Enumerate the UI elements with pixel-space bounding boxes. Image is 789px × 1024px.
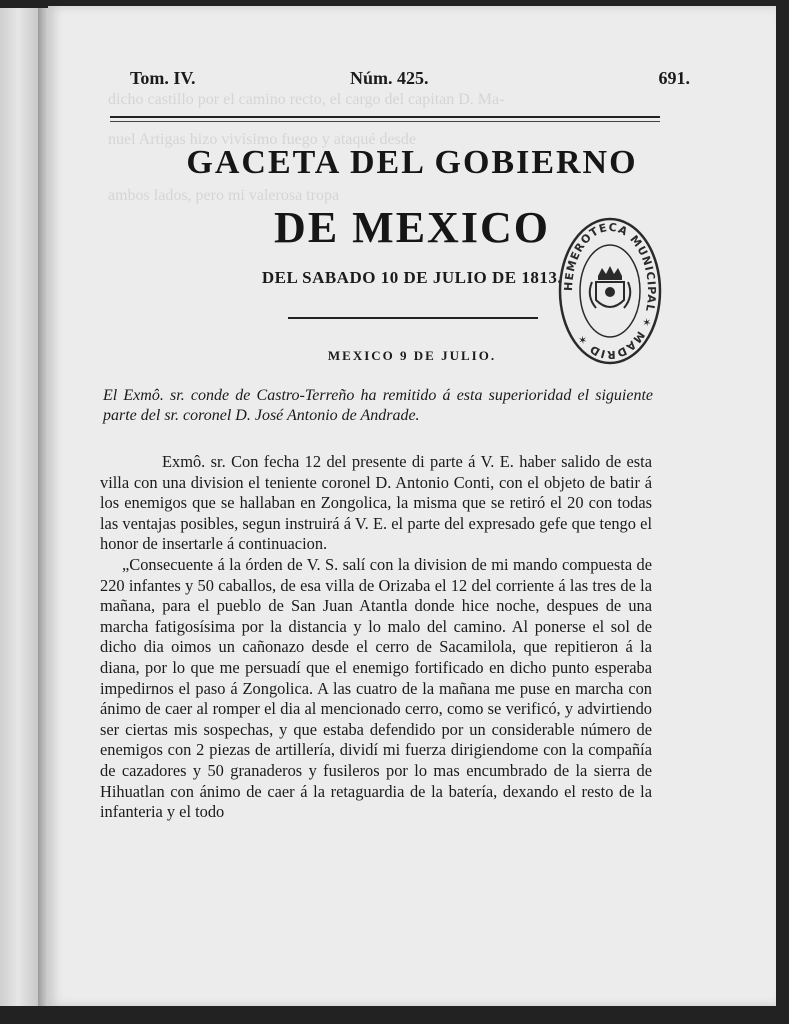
intro-paragraph (103, 386, 653, 426)
masthead-title-line1: GACETA DEL GOBIERNO (186, 144, 638, 181)
bleed-through-line: dicho castillo por el camino recto, el cargo del capitan D. Ma- (108, 91, 505, 108)
header-rule (110, 116, 660, 118)
volume-label: Tom. IV. (130, 68, 196, 88)
stamp-seal-icon (558, 216, 662, 366)
bleed-through-line: ambos lados, pero mi valerosa tropa (108, 187, 340, 204)
masthead-title-line2: DE MEXICO (274, 203, 550, 252)
newspaper-page (48, 6, 776, 1006)
article-body (100, 452, 652, 823)
page-number: 691. (658, 68, 690, 88)
issue-date: DEL SABADO 10 DE JULIO DE 1813. (261, 268, 563, 287)
issue-number: Núm. 425. (350, 68, 429, 88)
page-header (130, 68, 690, 94)
library-stamp (558, 216, 662, 366)
section-heading: MEXICO 9 DE JULIO. (327, 348, 497, 363)
masthead-rule (288, 317, 538, 319)
article-paragraph: „Consecuente á la órden de V. S. salí con la division de mi mando compuesta de 220 infantes y 50 caballos, de esa villa de Orizaba el 12 del corriente á las tres de la mañana, para el pueblo de San Juan Atantla donde hice noche, despues de una marcha fatigosísima por la distancia y lo malo del camino. Al ponerse el sol de dicho dia oimos un cañonazo desde el cerro de Sacamilola, que repitieron á la diana, por lo que me persuadí que el enemigo fortificado en dicho punto esperaba impedirnos el paso á Zongolica. A las cuatro de la mañana me puse en marcha con ánimo de caer al romper el dia al mencionado cerro, como se verificó, y advirtiendo ser ciertas mis sospechas, y que estaba defendido por un considerable número de enemigos con 2 piezas de artillería, dividí mi fuerza dirigiendome con la compañía de cazadores y 50 granaderos y fusileros por lo mas encumbrado de la sierra de Hihuatlan con ánimo de caer á la retaguardia de la batería, dexando el resto de la infanteria y el todo (100, 554, 652, 822)
header-rule-thin (110, 121, 660, 122)
stamp-text: HEMEROTECA MUNICIPAL ✶ MADRID ✶ (561, 220, 659, 362)
intro-text: El Exmô. sr. conde de Castro-Terreño ha remitido á esta superioridad el siguiente parte del sr. coronel D. José Antonio de Andrade. (103, 387, 653, 424)
book-gutter (38, 8, 48, 1006)
bleed-through-line: nuel Artigas hizo vivísimo fuego y ataqué desde (108, 131, 416, 148)
article-paragraph: Exmô. sr. Con fecha 12 del presente di parte á V. E. haber salido de esta villa con una division el teniente coronel D. Antonio Conti, con el objeto de batir á los enemigos que se hallaban en Zongolica, la misma que se retiró el 20 con todas las ventajas posibles, segun instruirá á V. E. el parte del expresado gefe que tengo el honor de insertarle á continuacion. (100, 452, 652, 554)
